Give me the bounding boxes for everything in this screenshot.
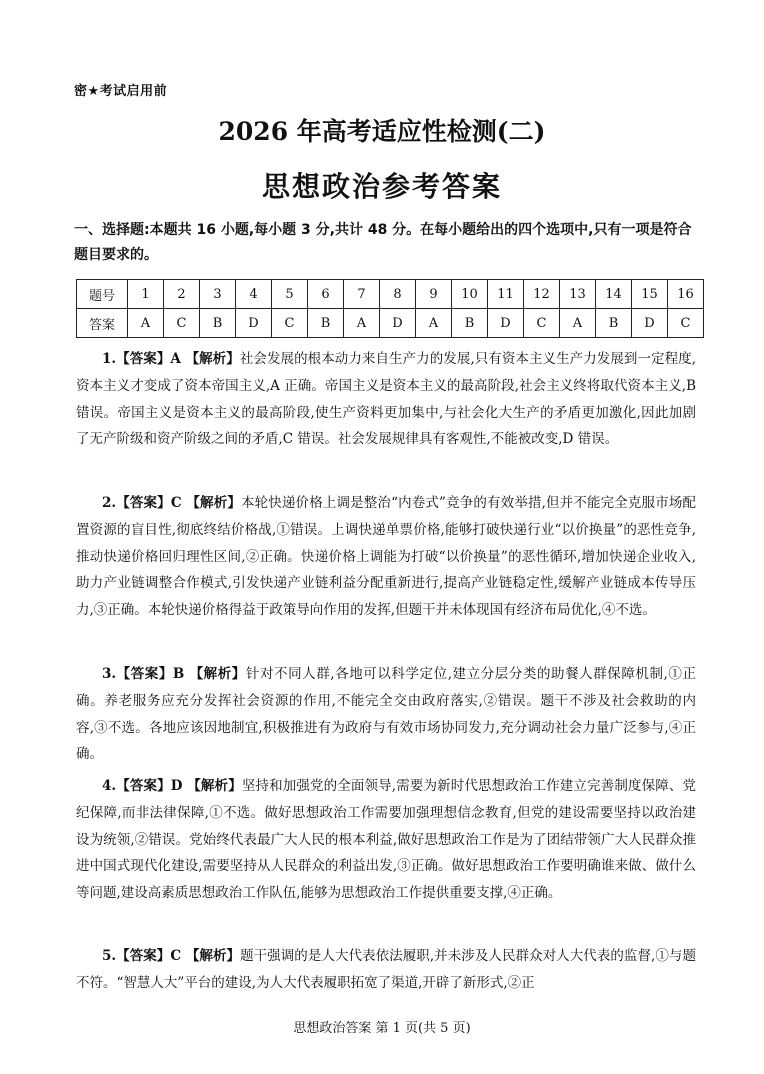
answer-cell: B	[452, 309, 488, 338]
answer-cell: C	[272, 309, 308, 338]
answer-header: 答案	[77, 309, 128, 338]
question-explanation-text: 针对不同人群,各地可以科学定位,建立分层分类的助餐人群保障机制,①正确。养老服务应充分发挥社会资源的作用,不能完全交由政府落实,②错误。题干不涉及社会救助的内容,③不选。各地应该因地制宜,积极推进有为政府与有效市场协同发力,充分调动社会力量广泛参与,④正确。	[76, 666, 696, 763]
question-number-cell: 5	[272, 280, 308, 309]
question-number-cell: 3	[200, 280, 236, 309]
question-explanation-text: 题干强调的是人大代表依法履职,并未涉及人民群众对人大代表的监督,①与题不符。“智慧人大”平台的建设,为人大代表履职拓宽了渠道,开辟了新形式,②正	[76, 948, 696, 991]
answer-cell: A	[344, 309, 380, 338]
question-number-cell: 12	[524, 280, 560, 309]
question-explanation-5	[76, 943, 696, 997]
answer-cell: A	[560, 309, 596, 338]
answer-cell: B	[596, 309, 632, 338]
question-explanation-4	[76, 773, 696, 907]
question-number-row	[77, 280, 704, 309]
question-explanation-1	[76, 346, 696, 453]
exam-title: 2026 年高考适应性检测(二)	[218, 117, 546, 146]
question-number-cell: 14	[596, 280, 632, 309]
question-explanation-text: 本轮快递价格上调是整治“内卷式”竞争的有效举措,但并不能完全克服市场配置资源的盲目性,彻底终结价格战,①错误。上调快递单票价格,能够打破快递行业“以价换量”的恶性竞争,推动快递价格回归理性区间,②正确。快递价格上调能为打破“以价换量”的恶性循环,增加快递企业收入,助力产业链调整合作模式,引发快递产业链利益分配重新进行,提高产业链稳定性,缓解产业链成本传导压力,③正确。本轮快递价格得益于政策导向作用的发挥,但题干并未体现国有经济布局优化,④不选。	[76, 495, 696, 619]
section-instructions: 一、选择题:本题共 16 小题,每小题 3 分,共计 48 分。在每小题给出的四个选项中,只有一项是符合题目要求的。	[74, 222, 692, 263]
question-number-cell: 1	[128, 280, 164, 309]
question-number-cell: 2	[164, 280, 200, 309]
question-number-header: 题号	[77, 280, 128, 309]
answer-cell: C	[668, 309, 704, 338]
answer-cell: A	[416, 309, 452, 338]
question-number-cell: 8	[380, 280, 416, 309]
answer-cell: D	[488, 309, 524, 338]
answer-row	[77, 309, 704, 338]
question-answer-label: 5.【答案】C 【解析】	[102, 948, 241, 964]
page-footer: 思想政治答案 第 1 页(共 5 页)	[293, 1021, 471, 1036]
question-answer-label: 3.【答案】B 【解析】	[102, 666, 246, 682]
question-number-cell: 9	[416, 280, 452, 309]
question-explanation-2	[76, 490, 696, 624]
answer-cell: B	[308, 309, 344, 338]
answer-cell: B	[200, 309, 236, 338]
answer-cell: D	[380, 309, 416, 338]
question-answer-label: 1.【答案】A 【解析】	[102, 351, 240, 367]
answer-cell: C	[524, 309, 560, 338]
question-answer-label: 2.【答案】C 【解析】	[102, 495, 241, 511]
answer-table	[76, 279, 704, 338]
question-number-cell: 6	[308, 280, 344, 309]
question-number-cell: 11	[488, 280, 524, 309]
answer-key-title: 思想政治参考答案	[261, 170, 502, 203]
question-explanation-3	[76, 661, 696, 768]
question-number-cell: 15	[632, 280, 668, 309]
question-number-cell: 13	[560, 280, 596, 309]
question-number-cell: 7	[344, 280, 380, 309]
answer-cell: C	[164, 309, 200, 338]
answer-cell: D	[236, 309, 272, 338]
question-explanation-text: 坚持和加强党的全面领导,需要为新时代思想政治工作建立完善制度保障、党纪保障,而非法律保障,①不选。做好思想政治工作需要加强理想信念教育,但党的建设需要坚持以政治建设为统领,②错误。党始终代表最广大人民的根本利益,做好思想政治工作是为了团结带领广大人民群众推进中国式现代化建设,需要坚持从人民群众的利益出发,③正确。做好思想政治工作要明确谁来做、做什么等问题,建设高素质思想政治工作队伍,能够为思想政治工作提供重要支撑,④正确。	[76, 778, 696, 902]
question-answer-label: 4.【答案】D 【解析】	[102, 778, 242, 794]
confidential-label: 密★考试启用前	[74, 84, 168, 99]
answer-cell: D	[632, 309, 668, 338]
question-number-cell: 4	[236, 280, 272, 309]
answer-cell: A	[128, 309, 164, 338]
question-number-cell: 10	[452, 280, 488, 309]
question-explanation-text: 社会发展的根本动力来自生产力的发展,只有资本主义生产力发展到一定程度,资本主义才变成了资本帝国主义,A 正确。帝国主义是资本主义的最高阶段,社会主义终将取代资本主义,B 错误。帝国主义是资本主义的最高阶段,使生产资料更加集中,与社会化大生产的矛盾更加激化,因此加剧了无产阶级和资产阶级之间的矛盾,C 错误。社会发展规律具有客观性,不能被改变,D 错误。	[76, 351, 696, 448]
question-number-cell: 16	[668, 280, 704, 309]
